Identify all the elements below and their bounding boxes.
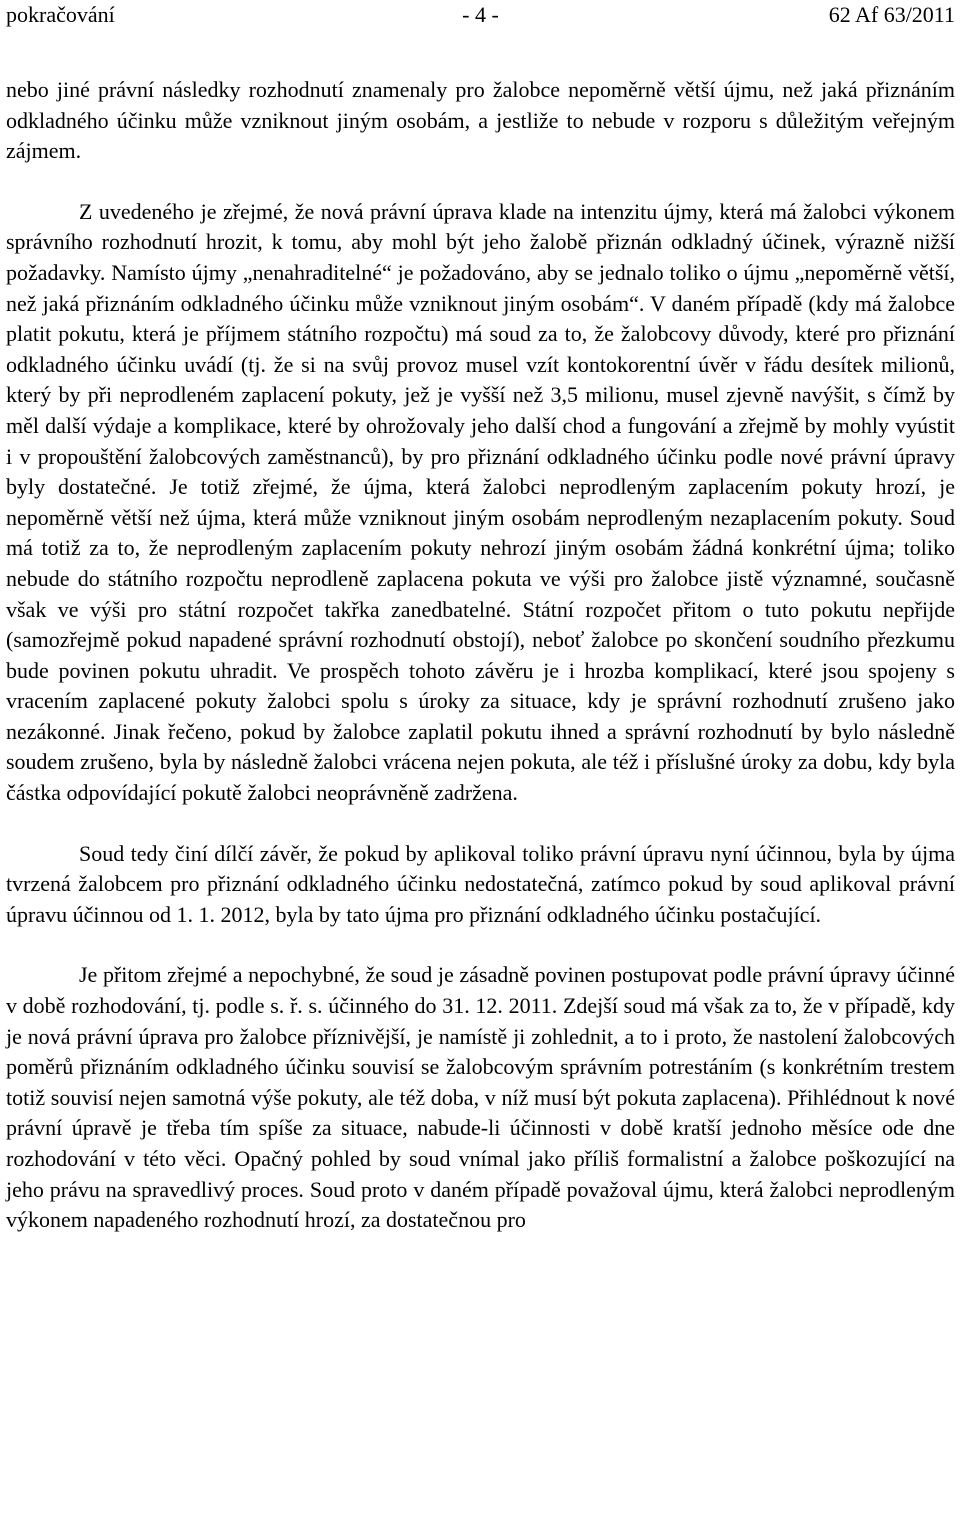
paragraph-4: Je přitom zřejmé a nepochybné, že soud je zásadně povinen postupovat podle právní úpravy účinné v době rozhodování, tj. podle s. ř. s. účinného do 31. 12. 2011. Zdejší soud má však za to, že v případě, kdy je nová právní úprava pro žalobce příznivější, je namístě ji zohlednit, a to i proto, že nastolení žalobcových poměrů přiznáním odkladného účinku souvisí se žalobcovým správním potrestáním (s konkrétním trestem totiž souvisí nejen samotná výše pokuty, ale též doba, v níž musí být pokuta zaplacena). Přihlédnout k nové právní úpravě je třeba tím spíše za situace, nabude-li účinnosti v době kratší jednoho měsíce ode dne rozhodování v této věci. Opačný pohled by soud vnímal jako příliš formalistní a žalobce poškozující na jeho právu na spravedlivý proces. Soud proto v daném případě považoval újmu, která žalobci neprodleným výkonem napadeného rozhodnutí hrozí, za dostatečnou pro (6, 962, 955, 1233)
page-number: - 4 - (462, 2, 499, 27)
paragraph-1: nebo jiné právní následky rozhodnutí znamenaly pro žalobce nepoměrně větší újmu, než jaká přiznáním odkladného účinku může vzniknout jiným osobám, a jestliže to nebude v rozporu s důležitým veřejným zájmem. (6, 77, 955, 164)
header-continuation-label: pokračování (6, 2, 115, 27)
case-reference: 62 Af 63/2011 (828, 2, 955, 27)
page-header (6, 0, 955, 29)
document-body (6, 75, 955, 1236)
paragraph-2: Z uvedeného je zřejmé, že nová právní úprava klade na intenzitu újmy, která má žalobci výkonem správního rozhodnutí hrozit, k tomu, aby mohl být jeho žalobě přiznán odkladný účinek, výrazně nižší požadavky. Namísto újmy „nenahraditelné“ je požadováno, aby se jednalo toliko o újmu „nepoměrně větší, než jaká přiznáním odkladného účinku může vzniknout jiným osobám“. V daném případě (kdy má žalobce platit pokutu, která je příjmem státního rozpočtu) má soud za to, že žalobcovy důvody, které pro přiznání odkladného účinku uvádí (tj. že si na svůj provoz musel vzít kontokorentní úvěr v řádu desítek milionů, který by při neprodleném zaplacení pokuty, jež je vyšší než 3,5 milionu, musel zjevně navýšit, s čímž by měl další výdaje a komplikace, které by ohrožovaly jeho další chod a fungování a zřejmě by mohly vyústit i v propouštění žalobcových zaměstnanců), by pro přiznání odkladného účinku podle nové právní úpravy byly dostatečné. Je totiž zřejmé, že újma, která žalobci neprodleným zaplacením pokuty hrozí, je nepoměrně větší než újma, která může vzniknout jiným osobám neprodleným nezaplacením pokuty. Soud má totiž za to, že neprodleným zaplacením pokuty nehrozí jiným osobám žádná konkrétní újma; toliko nebude do státního rozpočtu neprodleně zaplacena pokuta ve výši pro žalobce jistě významné, současně však ve výši pro státní rozpočet takřka zanedbatelné. Státní rozpočet přitom o tuto pokutu nepřijde (samozřejmě pokud napadené správní rozhodnutí obstojí), neboť žalobce po skončení soudního přezkumu bude povinen pokutu uhradit. Ve prospěch tohoto závěru je i hrozba komplikací, které jsou spojeny s vracením zaplacené pokuty žalobci spolu s úroky za situace, kdy je správní rozhodnutí zrušeno jako nezákonné. Jinak řečeno, pokud by žalobce zaplatil pokutu ihned a správní rozhodnutí by bylo následně soudem zrušeno, byla by následně žalobci vrácena nejen pokuta, ale též i příslušné úroky za dobu, kdy byla částka odpovídající pokutě žalobci neoprávněně zadržena. (6, 198, 955, 806)
paragraph-3: Soud tedy činí dílčí závěr, že pokud by aplikoval toliko právní úpravu nyní účinnou, byla by újma tvrzená žalobcem pro přiznání odkladného účinku nedostatečná, zatímco pokud by soud aplikoval právní úpravu účinnou od 1. 1. 2012, byla by tato újma pro přiznání odkladného účinku postačující. (6, 840, 955, 927)
